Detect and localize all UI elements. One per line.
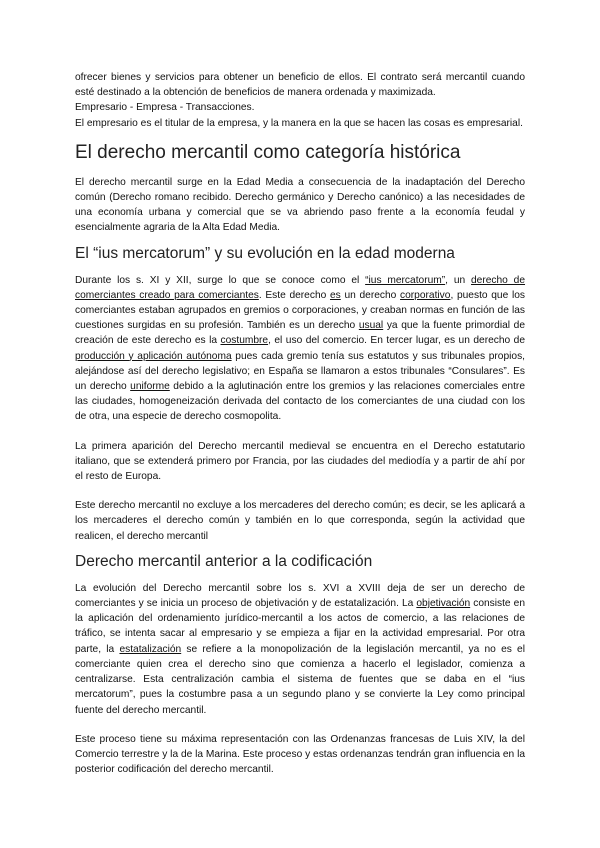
underlined-term: usual (358, 320, 384, 332)
underlined-term: uniforme (130, 381, 170, 393)
text-run: Durante los s. XI y XII, surge lo que se conoce como el (75, 274, 366, 286)
section-heading-ius-mercatorum: El “ius mercatorum” y su evolución en la edad moderna (75, 244, 455, 262)
underlined-term: corporativo (400, 289, 451, 301)
underlined-term: “ius mercatorum” (365, 274, 446, 286)
text-run: debido a la aglutinación entre los gremios y las relaciones comerciales entre las ciudades, homogeneización derivada del contacto de los comerciantes de una ciudad con los de otra, una especie de derecho cosmopolita. (75, 381, 525, 423)
underlined-term: costumbre (220, 335, 269, 347)
text-run: , puesto que los comerciantes estaban agrupados en gremios o corporaciones, y creaban normas en función de las cuestiones surgidas en su profesión. También es un derecho (75, 289, 525, 332)
underlined-term: es (329, 289, 341, 301)
text-run: La evolución del Derecho mercantil sobre los s. XVI a XVIII deja de ser un derecho de comerciantes y se inicia un proceso de objetivación y de estatalización. La (75, 582, 525, 610)
intro-paragraph-1: ofrecer bienes y servicios para obtener un beneficio de ellos. El contrato será mercantil cuando esté destinado a la obtención de beneficios de manera ordenada y maximizada. (75, 72, 525, 99)
underlined-term: objetivación (416, 598, 471, 610)
text-run: consiste en la aplicación del ordenamiento jurídico-mercantil a los actos de comercio, a las relaciones de tráfico, se intenta sacar al empresario y se empieza a fijar en la actividad empresarial. Por otra parte, la (75, 598, 525, 655)
intro-paragraph-3: El empresario es el titular de la empresa, y la manera en la que se hacen las cosas es empresarial. (75, 117, 523, 129)
common-law-paragraph: Este derecho mercantil no excluye a los mercaderes del derecho común; es decir, se les aplicará a los mercaderes el derecho común y también en lo que corresponda, según la actividad que realicen, el derecho mercantil (75, 500, 525, 542)
paragraph-gap (75, 484, 525, 498)
section-heading-historical: El derecho mercantil como categoría histórica (75, 141, 461, 163)
codification-paragraph (75, 581, 525, 718)
underlined-term: estatalización (119, 643, 182, 655)
text-run: , el uso del comercio. En tercer lugar, es un derecho de (268, 335, 525, 347)
text-run: un derecho (340, 289, 401, 301)
text-run: , un (445, 274, 472, 286)
paragraph-gap (75, 425, 525, 439)
ius-mercatorum-paragraph (75, 273, 525, 425)
paragraph-gap (75, 718, 525, 732)
intro-paragraph-2: Empresario - Empresa - Transacciones. (75, 102, 255, 114)
text-run: pues cada gremio tenía sus estatutos y sus tribunales propios, alejándose así del derecho legislativo; en España se llamaron a estos tribunales “Consulares”. Es un derecho (75, 350, 525, 393)
ordinances-paragraph: Este proceso tiene su máxima representación con las Ordenanzas francesas de Luis XIV, la del Comercio terrestre y la de la Marina. Este proceso y estas ordenanzas tendrán gran influencia en la posterior codificación del derecho mercantil. (75, 733, 525, 776)
statutory-law-paragraph: La primera aparición del Derecho mercantil medieval se encuentra en el Derecho estatutario italiano, que se extenderá primero por Francia, por las ciudades del mediodía y a partir de ahí por el resto de Europa. (75, 440, 525, 483)
text-run: . Este derecho (258, 289, 330, 301)
text-run: se refiere a la monopolización de la legislación mercantil, ya no es el comerciante quien crea el derecho sino que comienza a hacerlo el legislador, comienza a centralizarse. Esta centralización cambia el sistema de fuentes que se daba en el “ius mercatorum”, pues la costumbre pasa a un segundo plano y se convierte la Ley como principal fuente del derecho mercantil. (75, 643, 525, 716)
section-heading-codification: Derecho mercantil anterior a la codificación (75, 552, 373, 570)
underlined-term: derecho de comerciantes creado para comerciantes (75, 274, 526, 301)
text-run: ya que la fuente primordial de creación de este derecho es la (75, 320, 525, 347)
underlined-term: producción y aplicación autónoma (75, 350, 232, 362)
historical-paragraph: El derecho mercantil surge en la Edad Media a consecuencia de la inadaptación del Derecho común (Derecho romano recibido. Derecho germánico y Derecho canónico) a las necesidades de una economía urbana y comercial que se va abriendo paso frente a la economía feudal y esencialmente agraria de la Alta Edad Media. (75, 176, 525, 234)
